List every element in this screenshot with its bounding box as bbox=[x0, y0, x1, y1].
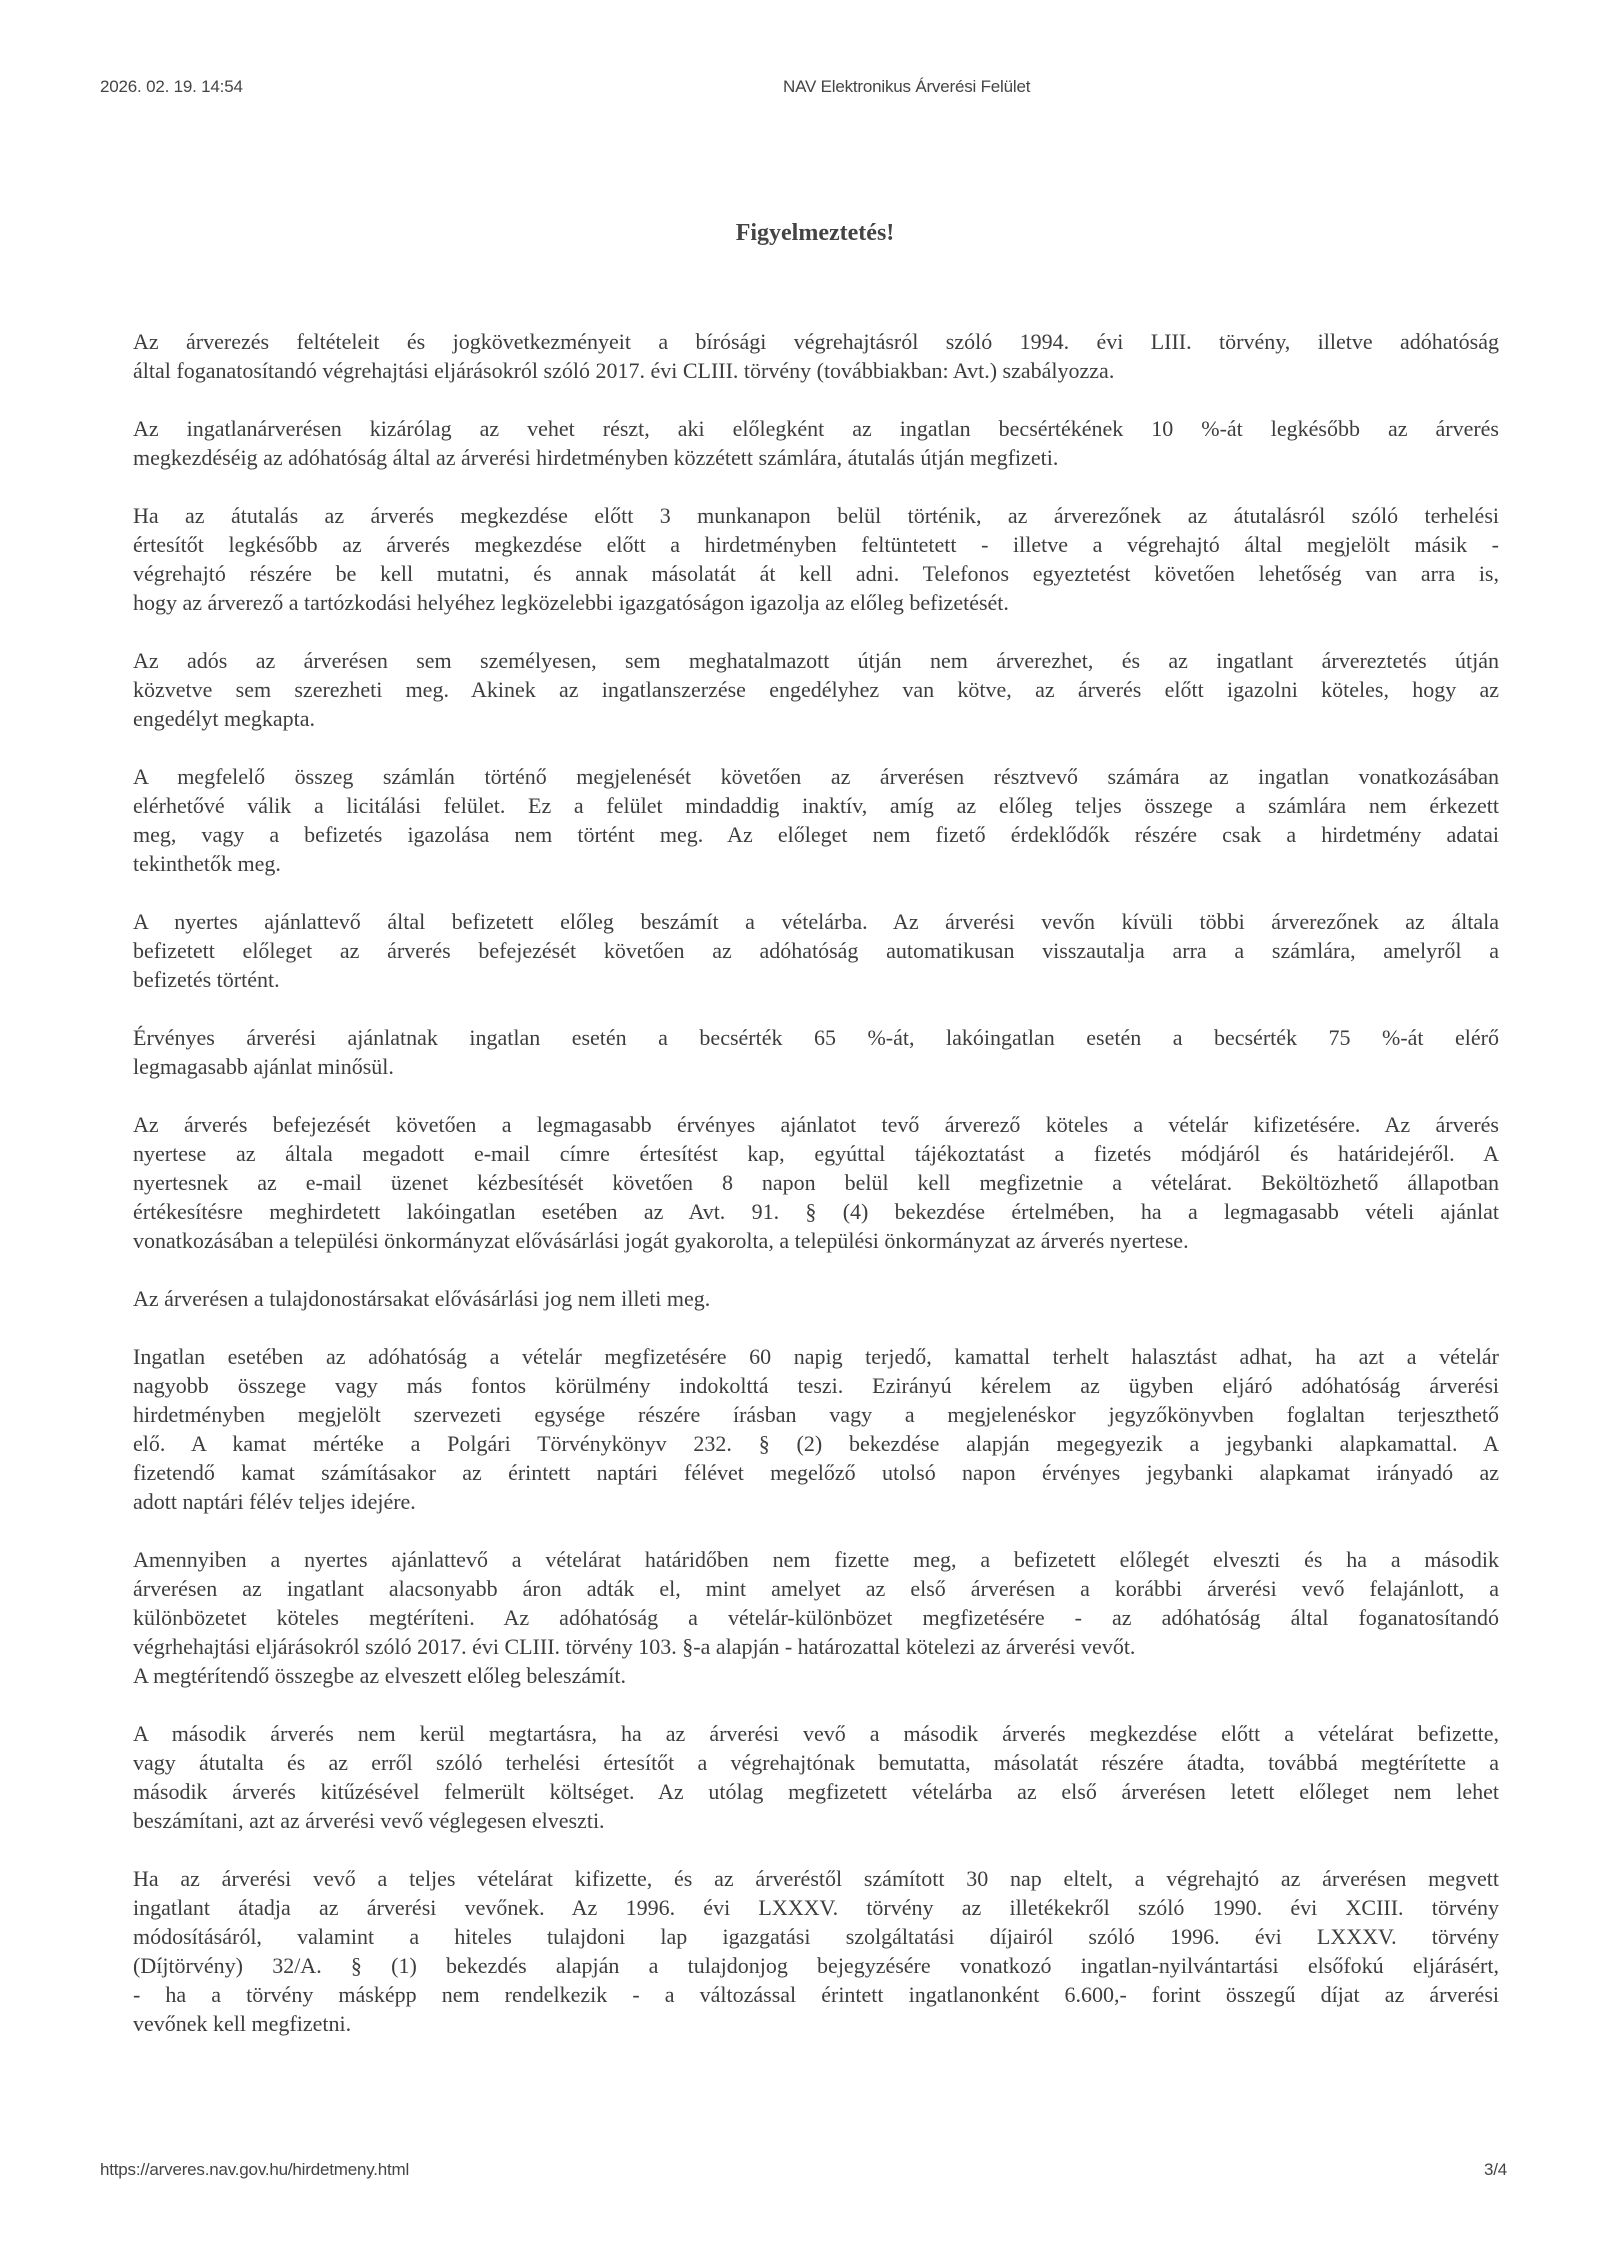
paragraph bbox=[133, 327, 1499, 385]
paragraph-line: különbözetet köteles megtéríteni. Az adóhatóság a vételár-különbözet megfizetésére - az adóhatóság által foganatosítandó bbox=[133, 1605, 1499, 1630]
paragraph-line: ingatlant átadja az árverési vevőnek. Az 1996. évi LXXXV. törvény az illetékekről szóló 1990. évi XCIII. törvény bbox=[133, 1895, 1499, 1920]
paragraph-line: második árverés kitűzésével felmerült költséget. Az utólag megfizetett vételárba az első árverésen letett előleget nem lehet bbox=[133, 1779, 1499, 1804]
paragraph-line: Az ingatlanárverésen kizárólag az vehet részt, aki előlegként az ingatlan becsértékének 10 %-át legkésőbb az árverés bbox=[133, 416, 1499, 441]
paragraph-line: Érvényes árverési ajánlatnak ingatlan esetén a becsérték 65 %-át, lakóingatlan esetén a becsérték 75 %-át elérő bbox=[133, 1025, 1499, 1050]
paragraph-line: vevőnek kell megfizetni. bbox=[133, 2011, 352, 2036]
paragraph bbox=[133, 1864, 1499, 2038]
paragraph-line: Az árverésen a tulajdonostársakat elővásárlási jog nem illeti meg. bbox=[133, 1286, 711, 1311]
paragraph-line: nagyobb összege vagy más fontos körülmény indokolttá teszi. Ezirányú kérelem az ügyben eljáró adóhatóság árverési bbox=[133, 1373, 1499, 1398]
paragraph-line: Az adós az árverésen sem személyesen, sem meghatalmazott útján nem árverezhet, és az ingatlant árvereztetés útján bbox=[133, 648, 1499, 673]
paragraph-line: Ingatlan esetében az adóhatóság a vételár megfizetésére 60 napig terjedő, kamattal terhelt halasztást adhat, ha azt a vételár bbox=[133, 1344, 1499, 1369]
paragraph-line: Ha az árverési vevő a teljes vételárat kifizette, és az árveréstől számított 30 nap eltelt, a végrehajtó az árverésen megvett bbox=[133, 1866, 1499, 1891]
paragraph-line: befizetett előleget az árverés befejezését követően az adóhatóság automatikusan visszautalja arra a számlára, amelyről a bbox=[133, 938, 1499, 963]
paragraph-line: Az árverezés feltételeit és jogkövetkezményeit a bírósági végrehajtásról szóló 1994. évi LIII. törvény, illetve adóhatóság bbox=[133, 329, 1499, 354]
site-title: NAV Elektronikus Árverési Felület bbox=[783, 77, 1031, 96]
paragraph-line: hogy az árverező a tartózkodási helyéhez legközelebbi igazgatóságon igazolja az előleg befizetését. bbox=[133, 590, 1009, 615]
paragraph-line: befizetés történt. bbox=[133, 967, 280, 992]
paragraph-line: A második árverés nem kerül megtartásra, ha az árverési vevő a második árverés megkezdése előtt a vételárat befizette, bbox=[133, 1721, 1499, 1746]
paragraph-line: nyertese az általa megadott e-mail címre értesítést kap, egyúttal tájékoztatást a fizetés módjáról és határidejéről. A bbox=[133, 1141, 1499, 1166]
paragraph-line: A megtérítendő összegbe az elveszett előleg beleszámít. bbox=[133, 1663, 626, 1688]
paragraph-line: - ha a törvény másképp nem rendelkezik - a változással érintett ingatlanonként 6.600,- forint összegű díjat az árverési bbox=[133, 1982, 1499, 2007]
paragraph-line: nyertesnek az e-mail üzenet kézbesítését követően 8 napon belül kell megfizetnie a vételárat. Beköltözhető állapotban bbox=[133, 1170, 1499, 1195]
paragraph-line: Ha az átutalás az árverés megkezdése előtt 3 munkanapon belül történik, az árverezőnek az átutalásról szóló terhelési bbox=[133, 503, 1499, 528]
paragraph-line: által foganatosítandó végrehajtási eljárásokról szóló 2017. évi CLIII. törvény (továbbiakban: Avt.) szabályozza. bbox=[133, 358, 1115, 383]
paragraph-line: Amennyiben a nyertes ajánlattevő a vételárat határidőben nem fizette meg, a befizetett előlegét elveszti és ha a második bbox=[133, 1547, 1499, 1572]
paragraph-line: végrehajtó részére be kell mutatni, és annak másolatát át kell adni. Telefonos egyeztetést követően lehetőség van arra is, bbox=[133, 561, 1499, 586]
paragraph bbox=[133, 1284, 1499, 1313]
paragraph bbox=[133, 907, 1499, 994]
paragraph bbox=[133, 1719, 1499, 1835]
paragraph-line: A megfelelő összeg számlán történő megjelenését követően az árverésen résztvevő számára az ingatlan vonatkozásában bbox=[133, 764, 1499, 789]
paragraph-line: árverésen az ingatlant alacsonyabb áron adták el, mint amelyet az első árverésen a korábbi árverési vevő felajánlott, a bbox=[133, 1576, 1499, 1601]
paragraph-line: elérhetővé válik a licitálási felület. Ez a felület mindaddig inaktív, amíg az előleg teljes összege a számlára nem érkezett bbox=[133, 793, 1499, 818]
paragraph-line: A nyertes ajánlattevő által befizetett előleg beszámít a vételárba. Az árverési vevőn kívüli többi árverezőnek az általa bbox=[133, 909, 1499, 934]
paragraph bbox=[133, 1342, 1499, 1516]
paragraph-line: meg, vagy a befizetés igazolása nem történt meg. Az előleget nem fizető érdeklődők részére csak a hirdetmény adatai bbox=[133, 822, 1499, 847]
paragraph-line: végrhehajtási eljárásokról szóló 2017. évi CLIII. törvény 103. §-a alapján - határozattal kötelezi az árverési vevőt. bbox=[133, 1634, 1136, 1659]
paragraph-line: vonatkozásában a települési önkormányzat elővásárlási jogát gyakorolta, a települési önkormányzat az árverés nyertese. bbox=[133, 1228, 1189, 1253]
paragraph-line: módosításáról, valamint a hiteles tulajdoni lap igazgatási szolgáltatási díjairól szóló 1996. évi LXXXV. törvény bbox=[133, 1924, 1499, 1949]
paragraph-line: legmagasabb ajánlat minősül. bbox=[133, 1054, 394, 1079]
paragraph-line: közvetve sem szerezheti meg. Akinek az ingatlanszerzése engedélyhez van kötve, az árverés előtt igazolni köteles, hogy az bbox=[133, 677, 1499, 702]
paragraph bbox=[133, 1023, 1499, 1081]
paragraph-line: tekinthetők meg. bbox=[133, 851, 281, 876]
paragraph-line: fizetendő kamat számításakor az érintett naptári félévet megelőző utolsó napon érvényes jegybanki alapkamat irányadó az bbox=[133, 1460, 1499, 1485]
paragraph bbox=[133, 762, 1499, 878]
paragraph-line: engedélyt megkapta. bbox=[133, 706, 316, 731]
paragraph-line: értékesítésre meghirdetett lakóingatlan esetében az Avt. 91. § (4) bekezdése értelmében, ha a legmagasabb vételi ajánlat bbox=[133, 1199, 1499, 1224]
paragraph bbox=[133, 501, 1499, 617]
paragraph-line: (Díjtörvény) 32/A. § (1) bekezdés alapján a tulajdonjog bejegyzésére vonatkozó ingatlan-nyilvántartási elsőfokú eljárásért, bbox=[133, 1953, 1499, 1978]
paragraph-line: adott naptári félév teljes idejére. bbox=[133, 1489, 416, 1514]
page-url: https://arveres.nav.gov.hu/hirdetmeny.html bbox=[100, 2160, 410, 2179]
paragraph-line: megkezdéséig az adóhatóság által az árverési hirdetményben közzétett számlára, átutalás útján megfizeti. bbox=[133, 445, 1059, 470]
paragraph-line: elő. A kamat mértéke a Polgári Törvénykönyv 232. § (2) bekezdése alapján megegyezik a jegybanki alapkamattal. A bbox=[133, 1431, 1499, 1456]
paragraph bbox=[133, 414, 1499, 472]
page-title: Figyelmeztetés! bbox=[735, 220, 895, 247]
paragraph-line: beszámítani, azt az árverési vevő véglegesen elveszti. bbox=[133, 1808, 605, 1833]
paragraph bbox=[133, 646, 1499, 733]
paragraph-line: értesítőt legkésőbb az árverés megkezdése előtt a hirdetményben feltüntetett - illetve a végrehajtó által megjelölt másik - bbox=[133, 532, 1499, 557]
paragraph-line: hirdetményben megjelölt szervezeti egysége részére írásban vagy a megjelenéskor jegyzőkönyvben foglaltan terjeszthető bbox=[133, 1402, 1499, 1427]
paragraph bbox=[133, 1545, 1499, 1690]
paragraph bbox=[133, 1110, 1499, 1255]
paragraph-line: Az árverés befejezését követően a legmagasabb érvényes ajánlatot tevő árverező köteles a vételár kifizetésére. Az árverés bbox=[133, 1112, 1499, 1137]
print-datetime: 2026. 02. 19. 14:54 bbox=[100, 77, 243, 96]
document-body bbox=[133, 327, 1499, 2067]
page-number: 3/4 bbox=[1484, 2160, 1508, 2179]
paragraph-line: vagy átutalta és az erről szóló terhelési értesítőt a végrehajtónak bemutatta, másolatát részére átadta, továbbá megtérítette a bbox=[133, 1750, 1499, 1775]
